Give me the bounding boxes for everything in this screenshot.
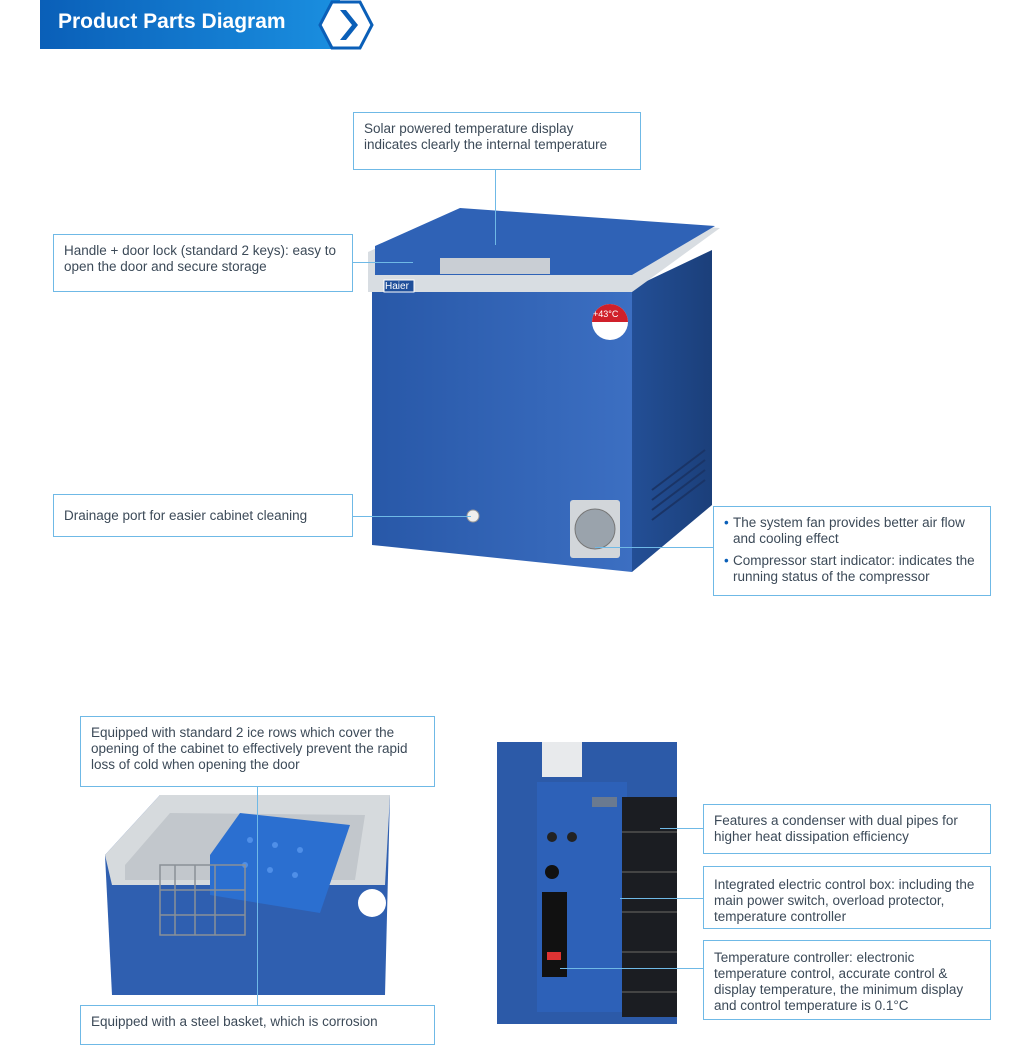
brand-logo: Haier [385,281,409,292]
callout-fan-compressor [713,506,991,596]
chevron-right-icon [316,0,376,50]
leader-line [595,547,713,548]
leader-line [660,828,703,829]
leader-line [353,516,471,517]
bullet-fan: • The system fan provides better air flow and cooling effect [724,515,980,547]
bullet-compressor: • Compressor start indicator: indicates the running status of the compressor [724,553,980,585]
leader-line [353,262,413,263]
callout-steel-basket: Equipped with a steel basket, which is corrosion [80,1005,435,1045]
callout-solar-display: Solar powered temperature display indicates clearly the internal temperature [353,112,641,170]
callout-condenser: Features a condenser with dual pipes for higher heat dissipation efficiency [703,804,991,854]
freezer-illustration [360,200,730,600]
rear-panel-photo [497,742,677,1024]
leader-line [620,898,703,899]
callout-ice-rows: Equipped with standard 2 ice rows which cover the opening of the cabinet to effectively prevent the rapid loss of cold when opening the door [80,716,435,787]
callout-control-box: Integrated electric control box: including the main power switch, overload protector, temperature controller [703,866,991,929]
leader-line [495,170,496,245]
callout-temp-controller: Temperature controller: electronic temperature control, accurate control & display temperature, the minimum display and control temperature is 0.1°C [703,940,991,1020]
temp-badge: +43°C [593,309,619,319]
callout-handle-lock: Handle + door lock (standard 2 keys): easy to open the door and secure storage [53,234,353,292]
leader-line [257,787,258,1005]
section-banner [40,0,340,49]
leader-line [560,968,703,969]
page-title: Product Parts Diagram [58,10,286,33]
open-freezer-photo [100,795,395,995]
callout-drainage: Drainage port for easier cabinet cleaning [53,494,353,537]
